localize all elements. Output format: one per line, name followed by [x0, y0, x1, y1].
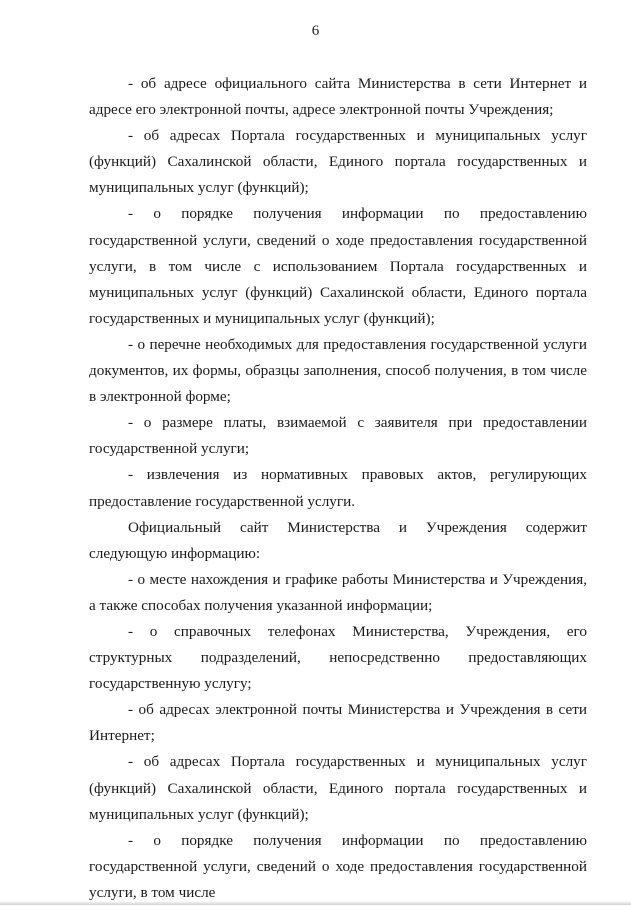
page-number: 6	[311, 23, 320, 39]
paragraph-portal-addresses: - об адресах Портала государственных и муниципальных услуг (функций) Сахалинской области, Единого портала государственных и муниципальных услуг (функций);	[89, 127, 587, 197]
paragraph-info-procedure: - о порядке получения информации по предоставлению государственной услуги, сведений о ходе предоставления государственной услуги, в том числе с использованием Портала государственных и муниципальных услуг (функций) Сахалинской области, Единого портала государственных и муниципальных услуг (функций);	[89, 205, 587, 327]
paragraph-documents-list: - о перечне необходимых для предоставления государственной услуги документов, их формы, образцы заполнения, способ получения, в том числе в электронной форме;	[89, 335, 587, 406]
paragraph-email-addresses: - об адресах электронной почты Министерства и Учреждения в сети Интернет;	[89, 701, 587, 745]
paragraph-info-procedure-2: - о порядке получения информации по предоставлению государственной услуги, сведений о ходе предоставления государственной услуги, в том числе	[89, 831, 587, 901]
paragraph-regulation-excerpts: - извлечения из нормативных правовых актов, регулирующих предоставление государственной услуги.	[89, 466, 587, 510]
document-body	[89, 71, 587, 906]
paragraph-portal-addresses-2: - об адресах Портала государственных и муниципальных услуг (функций) Сахалинской области, Единого портала государственных и муниципальных услуг (функций);	[89, 753, 587, 823]
paragraph-website-address: - об адресе официального сайта Министерства в сети Интернет и адресе его электронной почты, адресе электронной почты Учреждения;	[89, 75, 587, 119]
paragraph-fee: - о размере платы, взимаемой с заявителя при предоставлении государственной услуги;	[89, 414, 587, 458]
scan-bottom-edge	[0, 901, 631, 905]
paragraph-website-contents-intro: Официальный сайт Министерства и Учреждения содержит следующую информацию:	[89, 518, 587, 562]
paragraph-location-schedule: - о месте нахождения и графике работы Министерства и Учреждения, а также способах получения указанной информации;	[89, 570, 587, 614]
paragraph-phone-numbers: - о справочных телефонах Министерства, Учреждения, его структурных подразделений, непосредственно предоставляющих государственную услугу;	[89, 622, 587, 693]
